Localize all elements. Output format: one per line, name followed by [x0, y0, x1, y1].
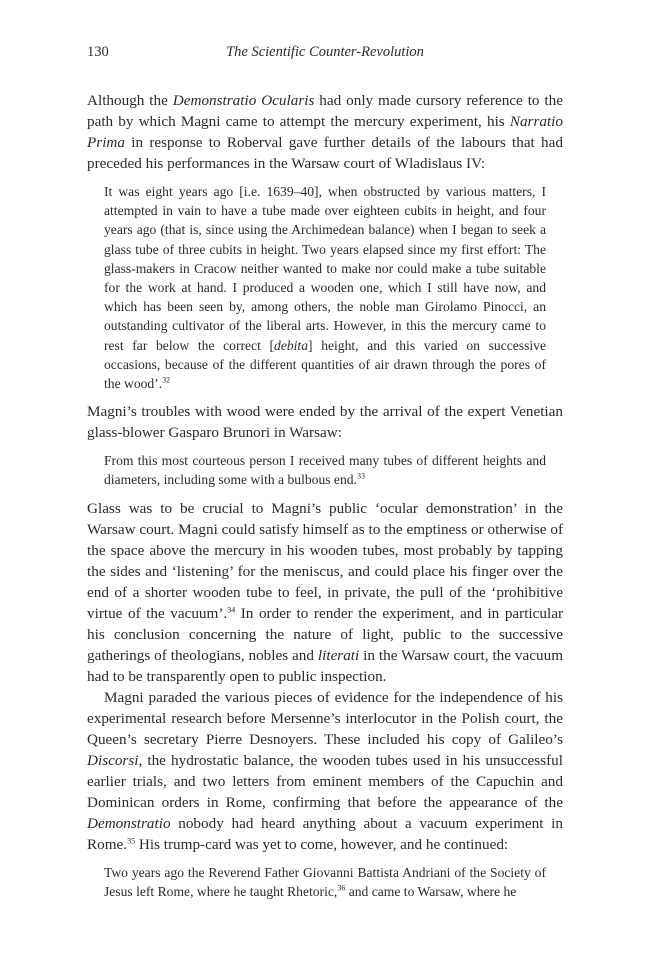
- paragraph-evidence: [87, 687, 563, 855]
- text-run: His trump-card was yet to come, however, and he continued:: [135, 835, 509, 853]
- title-discorsi: Discorsi: [87, 751, 139, 769]
- latin-term-debita: debita: [274, 337, 309, 353]
- running-title: The Scientific Counter-Revolution: [226, 44, 424, 60]
- footnote-marker: 35: [127, 836, 136, 846]
- footnote-marker: 34: [227, 605, 236, 615]
- text-run: Glass was to be crucial to Magni’s public ‘ocular demonstration’ in the Warsaw court. Magni could satisfy himself as to the emptiness or otherwise of the space above the mercury in his wooden tubes, most probably by tapping the sides and ‘listening’ for the meniscus, and could place his finger over the end of a shorter wooden tube to feel, in private, the pull of the ‘prohibitive virtue of the vacuum’.: [87, 499, 563, 622]
- text-run: nobody had heard anything about a vacuum experiment in Rome.: [87, 814, 563, 853]
- paragraph-glass: [87, 498, 563, 687]
- text-run: , the hydrostatic balance, the wooden tubes used in his unsuccessful earlier trials, and two letters from eminent members of the Capuchin and Dominican orders in Rome, confirming that before the appearance of the: [87, 751, 563, 811]
- text-run: Two years ago the Reverend Father Giovanni Battista Andriani of the Society of Jesus left Rome, where he taught Rhetoric,: [104, 864, 546, 899]
- text-run: had only made cursory reference to the path by which Magni came to attempt the mercury experiment, his: [87, 92, 563, 130]
- text-run: in the Warsaw court, the vacuum had to be transparently open to public inspection.: [87, 646, 564, 685]
- title-demonstratio-ocularis: Demonstratio Ocularis: [172, 92, 315, 109]
- text-run: Although the: [87, 92, 173, 109]
- block-quote-andriani: [87, 863, 563, 901]
- paragraph-intro: [87, 90, 563, 174]
- paragraph-brunori: Magni’s troubles with wood were ended by the arrival of the expert Venetian glass-blower Gasparo Brunori in Warsaw:: [87, 403, 563, 442]
- text-run: and came to Warsaw, where he: [345, 883, 517, 899]
- page-number: 130: [87, 44, 109, 60]
- footnote-marker: 32: [162, 375, 171, 385]
- text-run: in response to Roberval gave further details of the labours that had preceded his performances in the Warsaw court of Wladislaus IV:: [87, 134, 563, 172]
- block-quote-wooden-tube: [87, 182, 563, 393]
- page-header: [87, 44, 563, 66]
- text-run: Magni paraded the various pieces of evidence for the independence of his experimental research before Mersenne’s interlocutor in the Polish court, the Queen’s secretary Pierre Desnoyers. These included his copy of Galileo’s: [87, 688, 563, 748]
- text-run: ] height, and this varied on successive occasions, because of the different quantities of air drawn through the pores of the wood’.: [104, 337, 546, 392]
- text-run: In order to render the experiment, and in particular his conclusion concerning the nature of light, public to the successive gatherings of theologians, nobles and: [87, 604, 563, 664]
- block-quote-tubes: [87, 451, 563, 489]
- text-run: It was eight years ago [i.e. 1639–40], when obstructed by various matters, I attempted in vain to have a tube made over eighteen cubits in height, and four years ago (that is, since using the Archimedean balance) when I began to seek a glass tube of three cubits in height. Two years elapsed since my first effort: The glass-makers in Cracow neither wanted to make nor could make a tube suitable for the work at hand. I produced a wooden one, which I still have now, and which has been seen by, among others, the noble man Girolamo Pinocci, an outstanding cultivator of the liberal arts. However, in this the mercury came to rest far below the correct [: [104, 184, 546, 353]
- text-run: From this most courteous person I received many tubes of different heights and diameters, including some with a bulbous end.: [104, 453, 546, 488]
- footnote-marker: 33: [356, 471, 365, 481]
- latin-term-literati: literati: [317, 646, 360, 664]
- footnote-marker: 36: [337, 883, 346, 893]
- title-demonstratio: Demonstratio: [87, 814, 171, 832]
- title-narratio-prima: Narratio Prima: [87, 113, 563, 151]
- page-body: [87, 90, 563, 901]
